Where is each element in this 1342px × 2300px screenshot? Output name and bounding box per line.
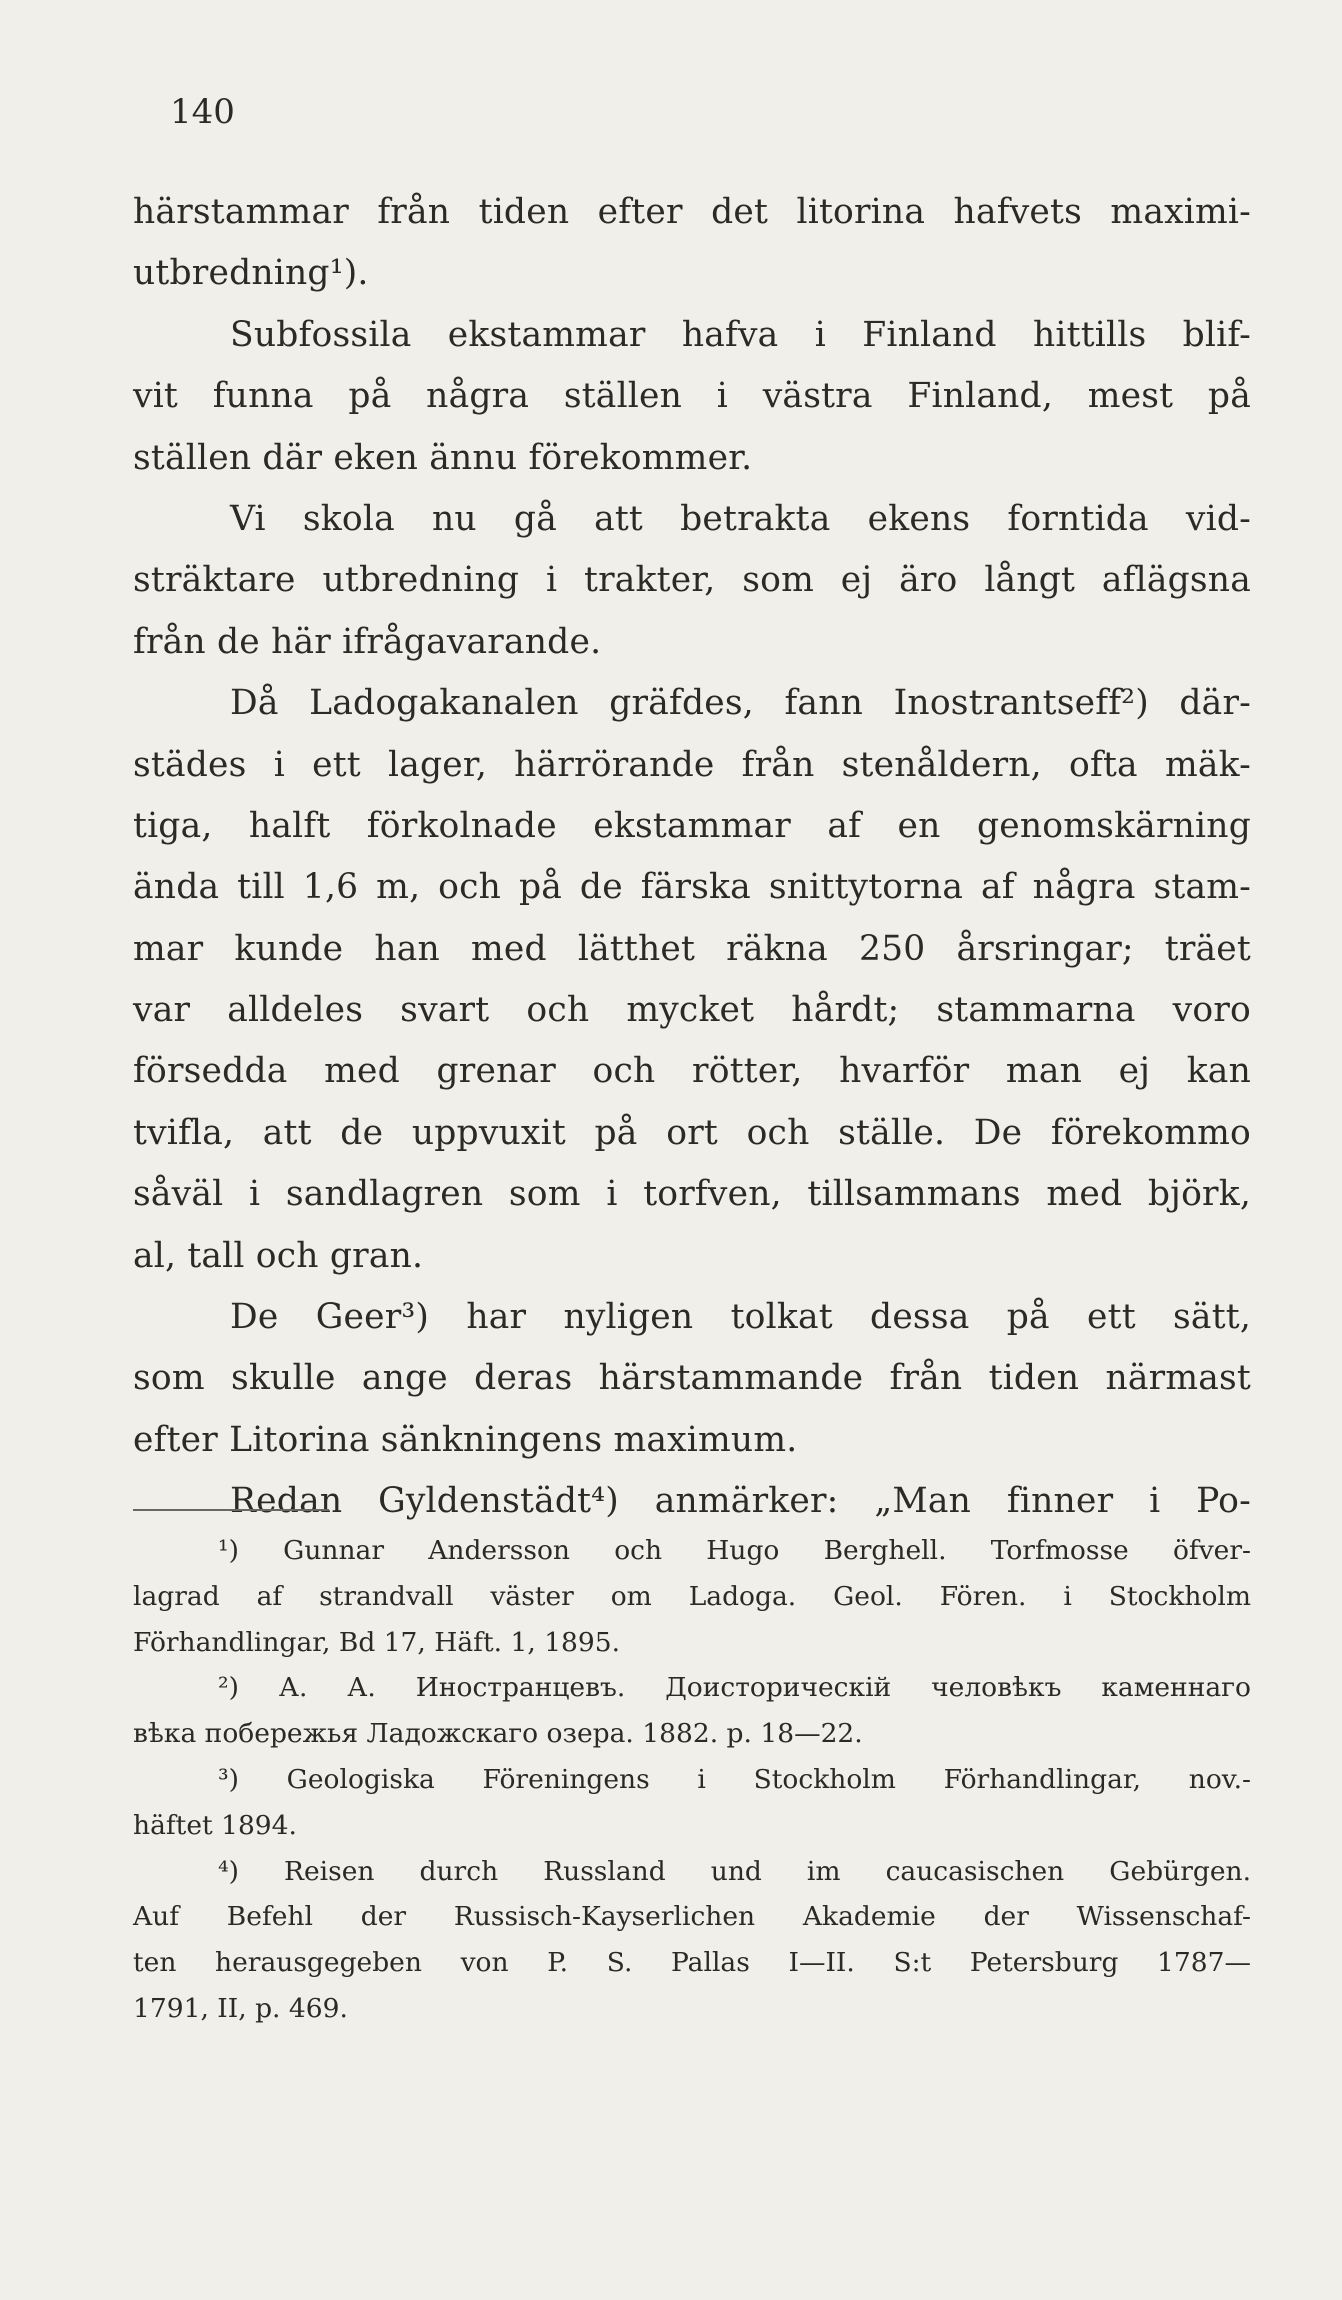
footnote-line: Förhandlingar, Bd 17, Häft. 1, 1895. — [133, 1626, 621, 1658]
text-line: Då Ladogakanalen gräfdes, fann Inostrantseff²) där- — [230, 683, 1251, 724]
footnote-line: ten herausgegeben von P. S. Pallas I—II. S:t Petersburg 1787— — [133, 1947, 1251, 1979]
text-line: som skulle ange deras härstammande från tiden närmast — [133, 1358, 1251, 1399]
text-line: tvifla, att de uppvuxit på ort och ställe. De förekommo — [133, 1112, 1251, 1153]
footnotes — [133, 1528, 1251, 2032]
text-line: De Geer³) har nyligen tolkat dessa på ett sätt, — [230, 1297, 1251, 1338]
text-line: ända till 1,6 m, och på de färska snittytorna af några stam- — [133, 867, 1251, 908]
body-text — [133, 182, 1251, 1533]
text-line: utbredning¹). — [133, 253, 369, 294]
page-number: 140 — [170, 92, 235, 132]
footnote-line: вѣка побережья Ладожскаго озера. 1882. p. 18—22. — [133, 1718, 863, 1750]
text-line: härstammar från tiden efter det litorina hafvets maximi- — [133, 192, 1251, 232]
text-line: städes i ett lager, härrörande från stenåldern, ofta mäk- — [133, 744, 1251, 785]
footnote-line: ³) Geologiska Föreningens i Stockholm Förhandlingar, nov.- — [218, 1763, 1251, 1795]
footnote-line: ⁴) Reisen durch Russland und im caucasischen Gebürgen. — [218, 1855, 1251, 1887]
footnote-line: häftet 1894. — [133, 1809, 297, 1841]
footnote-line: lagrad af strandvall väster om Ladoga. Geol. Fören. i Stockholm — [133, 1580, 1251, 1612]
text-line: ställen där eken ännu förekommer. — [133, 437, 753, 478]
text-line: såväl i sandlagren som i torfven, tillsammans med björk, — [133, 1174, 1251, 1215]
text-line: mar kunde han med lätthet räkna 250 årsringar; träet — [133, 928, 1251, 969]
text-line: försedda med grenar och rötter, hvarför man ej kan — [133, 1051, 1251, 1092]
footnote-line: ¹) Gunnar Andersson och Hugo Berghell. Torfmosse öfver- — [218, 1535, 1251, 1566]
text-line: sträktare utbredning i trakter, som ej äro långt aflägsna — [133, 560, 1251, 601]
footnote-separator — [133, 1509, 329, 1511]
text-line: Vi skola nu gå att betrakta ekens forntida vid- — [230, 498, 1251, 539]
text-line: tiga, halft förkolnade ekstammar af en genomskärning — [133, 805, 1251, 846]
text-line: var alldeles svart och mycket hårdt; stammarna voro — [133, 990, 1251, 1031]
text-line: Redan Gyldenstädt⁴) anmärker: „Man finner i Po- — [230, 1481, 1251, 1522]
text-line: från de här ifrågavarande. — [133, 621, 602, 662]
text-line: al, tall och gran. — [133, 1235, 424, 1276]
footnote-line: Auf Befehl der Russisch-Kayserlichen Akademie der Wissenschaf- — [133, 1901, 1251, 1933]
footnote-line: ²) А. А. Иностранцевъ. Доисторическiй человѣкъ каменнаго — [218, 1672, 1251, 1704]
text-line: efter Litorina sänkningens maximum. — [133, 1419, 798, 1460]
text-line: Subfossila ekstammar hafva i Finland hittills blif- — [230, 314, 1251, 355]
text-line: vit funna på några ställen i västra Finland, mest på — [133, 376, 1251, 417]
footnote-line: 1791, II, p. 469. — [133, 1992, 348, 2024]
